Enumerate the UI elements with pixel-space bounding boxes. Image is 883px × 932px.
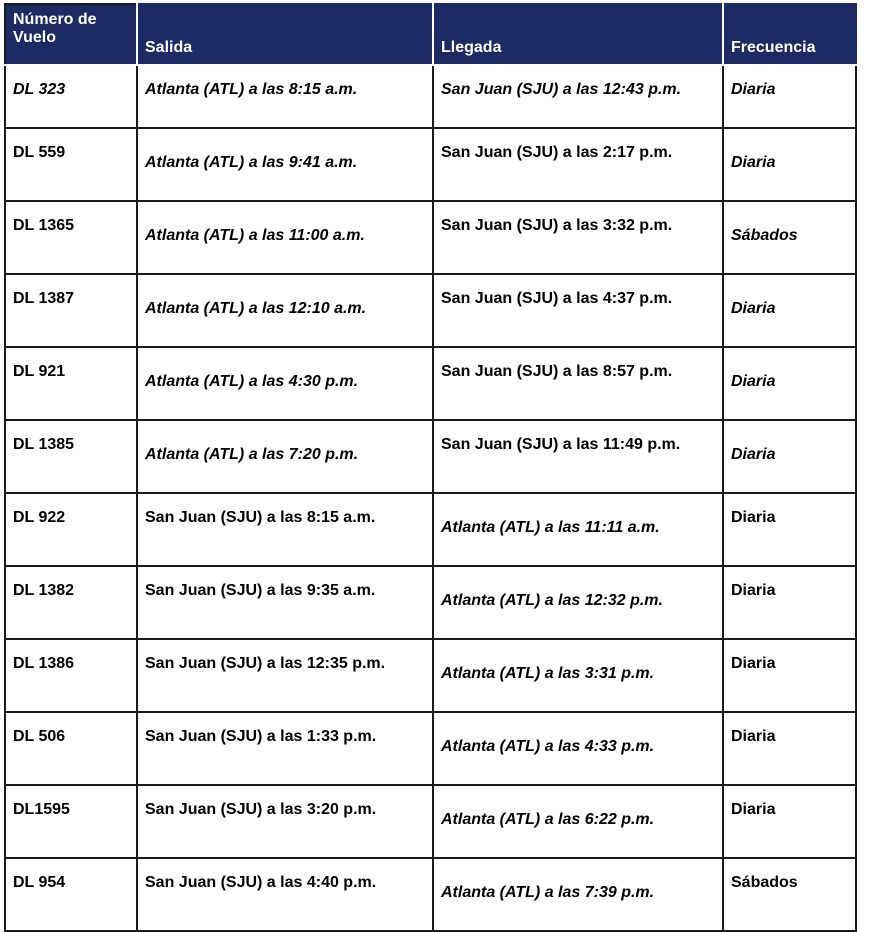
cell-arrival: San Juan (SJU) a las 8:57 p.m.: [433, 347, 723, 420]
table-row: [5, 639, 856, 712]
cell-frequency: Sábados: [723, 201, 856, 274]
cell-frequency: Diaria: [723, 274, 856, 347]
cell-flight-number: DL 506: [5, 712, 137, 785]
table-header: [5, 4, 856, 65]
cell-frequency: Diaria: [723, 785, 856, 858]
table-row: [5, 128, 856, 201]
cell-arrival: Atlanta (ATL) a las 4:33 p.m.: [433, 712, 723, 785]
cell-frequency: Diaria: [723, 65, 856, 128]
table-row: [5, 274, 856, 347]
header-flight-number: Número de Vuelo: [5, 4, 137, 65]
table-row: [5, 65, 856, 128]
cell-flight-number: DL 922: [5, 493, 137, 566]
cell-flight-number: DL 323: [5, 65, 137, 128]
cell-arrival: San Juan (SJU) a las 12:43 p.m.: [433, 65, 723, 128]
cell-arrival: Atlanta (ATL) a las 12:32 p.m.: [433, 566, 723, 639]
cell-arrival: San Juan (SJU) a las 4:37 p.m.: [433, 274, 723, 347]
cell-flight-number: DL 1386: [5, 639, 137, 712]
cell-arrival: Atlanta (ATL) a las 7:39 p.m.: [433, 858, 723, 931]
cell-departure: San Juan (SJU) a las 3:20 p.m.: [137, 785, 433, 858]
cell-flight-number: DL 1385: [5, 420, 137, 493]
cell-flight-number: DL 921: [5, 347, 137, 420]
cell-flight-number: DL 559: [5, 128, 137, 201]
table-row: [5, 712, 856, 785]
cell-arrival: Atlanta (ATL) a las 6:22 p.m.: [433, 785, 723, 858]
cell-departure: Atlanta (ATL) a las 12:10 a.m.: [137, 274, 433, 347]
cell-flight-number: DL1595: [5, 785, 137, 858]
cell-departure: San Juan (SJU) a las 9:35 a.m.: [137, 566, 433, 639]
cell-flight-number: DL 1365: [5, 201, 137, 274]
cell-departure: Atlanta (ATL) a las 7:20 p.m.: [137, 420, 433, 493]
table-row: [5, 493, 856, 566]
header-departure: Salida: [137, 4, 433, 65]
cell-frequency: Diaria: [723, 639, 856, 712]
cell-departure: Atlanta (ATL) a las 9:41 a.m.: [137, 128, 433, 201]
cell-arrival: San Juan (SJU) a las 11:49 p.m.: [433, 420, 723, 493]
cell-frequency: Diaria: [723, 712, 856, 785]
cell-frequency: Diaria: [723, 493, 856, 566]
cell-departure: San Juan (SJU) a las 8:15 a.m.: [137, 493, 433, 566]
header-frequency: Frecuencia: [723, 4, 856, 65]
cell-departure: Atlanta (ATL) a las 4:30 p.m.: [137, 347, 433, 420]
table-row: [5, 566, 856, 639]
cell-frequency: Diaria: [723, 128, 856, 201]
cell-frequency: Diaria: [723, 347, 856, 420]
cell-flight-number: DL 1382: [5, 566, 137, 639]
cell-departure: Atlanta (ATL) a las 11:00 a.m.: [137, 201, 433, 274]
cell-arrival: Atlanta (ATL) a las 3:31 p.m.: [433, 639, 723, 712]
table-row: [5, 858, 856, 931]
cell-frequency: Diaria: [723, 566, 856, 639]
header-arrival: Llegada: [433, 4, 723, 65]
table-row: [5, 347, 856, 420]
cell-arrival: Atlanta (ATL) a las 11:11 a.m.: [433, 493, 723, 566]
header-row: [5, 4, 856, 65]
flight-schedule-table: [4, 3, 857, 932]
cell-departure: San Juan (SJU) a las 1:33 p.m.: [137, 712, 433, 785]
cell-departure: San Juan (SJU) a las 12:35 p.m.: [137, 639, 433, 712]
table-row: [5, 201, 856, 274]
cell-departure: Atlanta (ATL) a las 8:15 a.m.: [137, 65, 433, 128]
table-row: [5, 420, 856, 493]
table-row: [5, 785, 856, 858]
cell-arrival: San Juan (SJU) a las 3:32 p.m.: [433, 201, 723, 274]
cell-frequency: Sábados: [723, 858, 856, 931]
cell-frequency: Diaria: [723, 420, 856, 493]
cell-departure: San Juan (SJU) a las 4:40 p.m.: [137, 858, 433, 931]
cell-flight-number: DL 1387: [5, 274, 137, 347]
table-body: [5, 65, 856, 931]
cell-flight-number: DL 954: [5, 858, 137, 931]
cell-arrival: San Juan (SJU) a las 2:17 p.m.: [433, 128, 723, 201]
